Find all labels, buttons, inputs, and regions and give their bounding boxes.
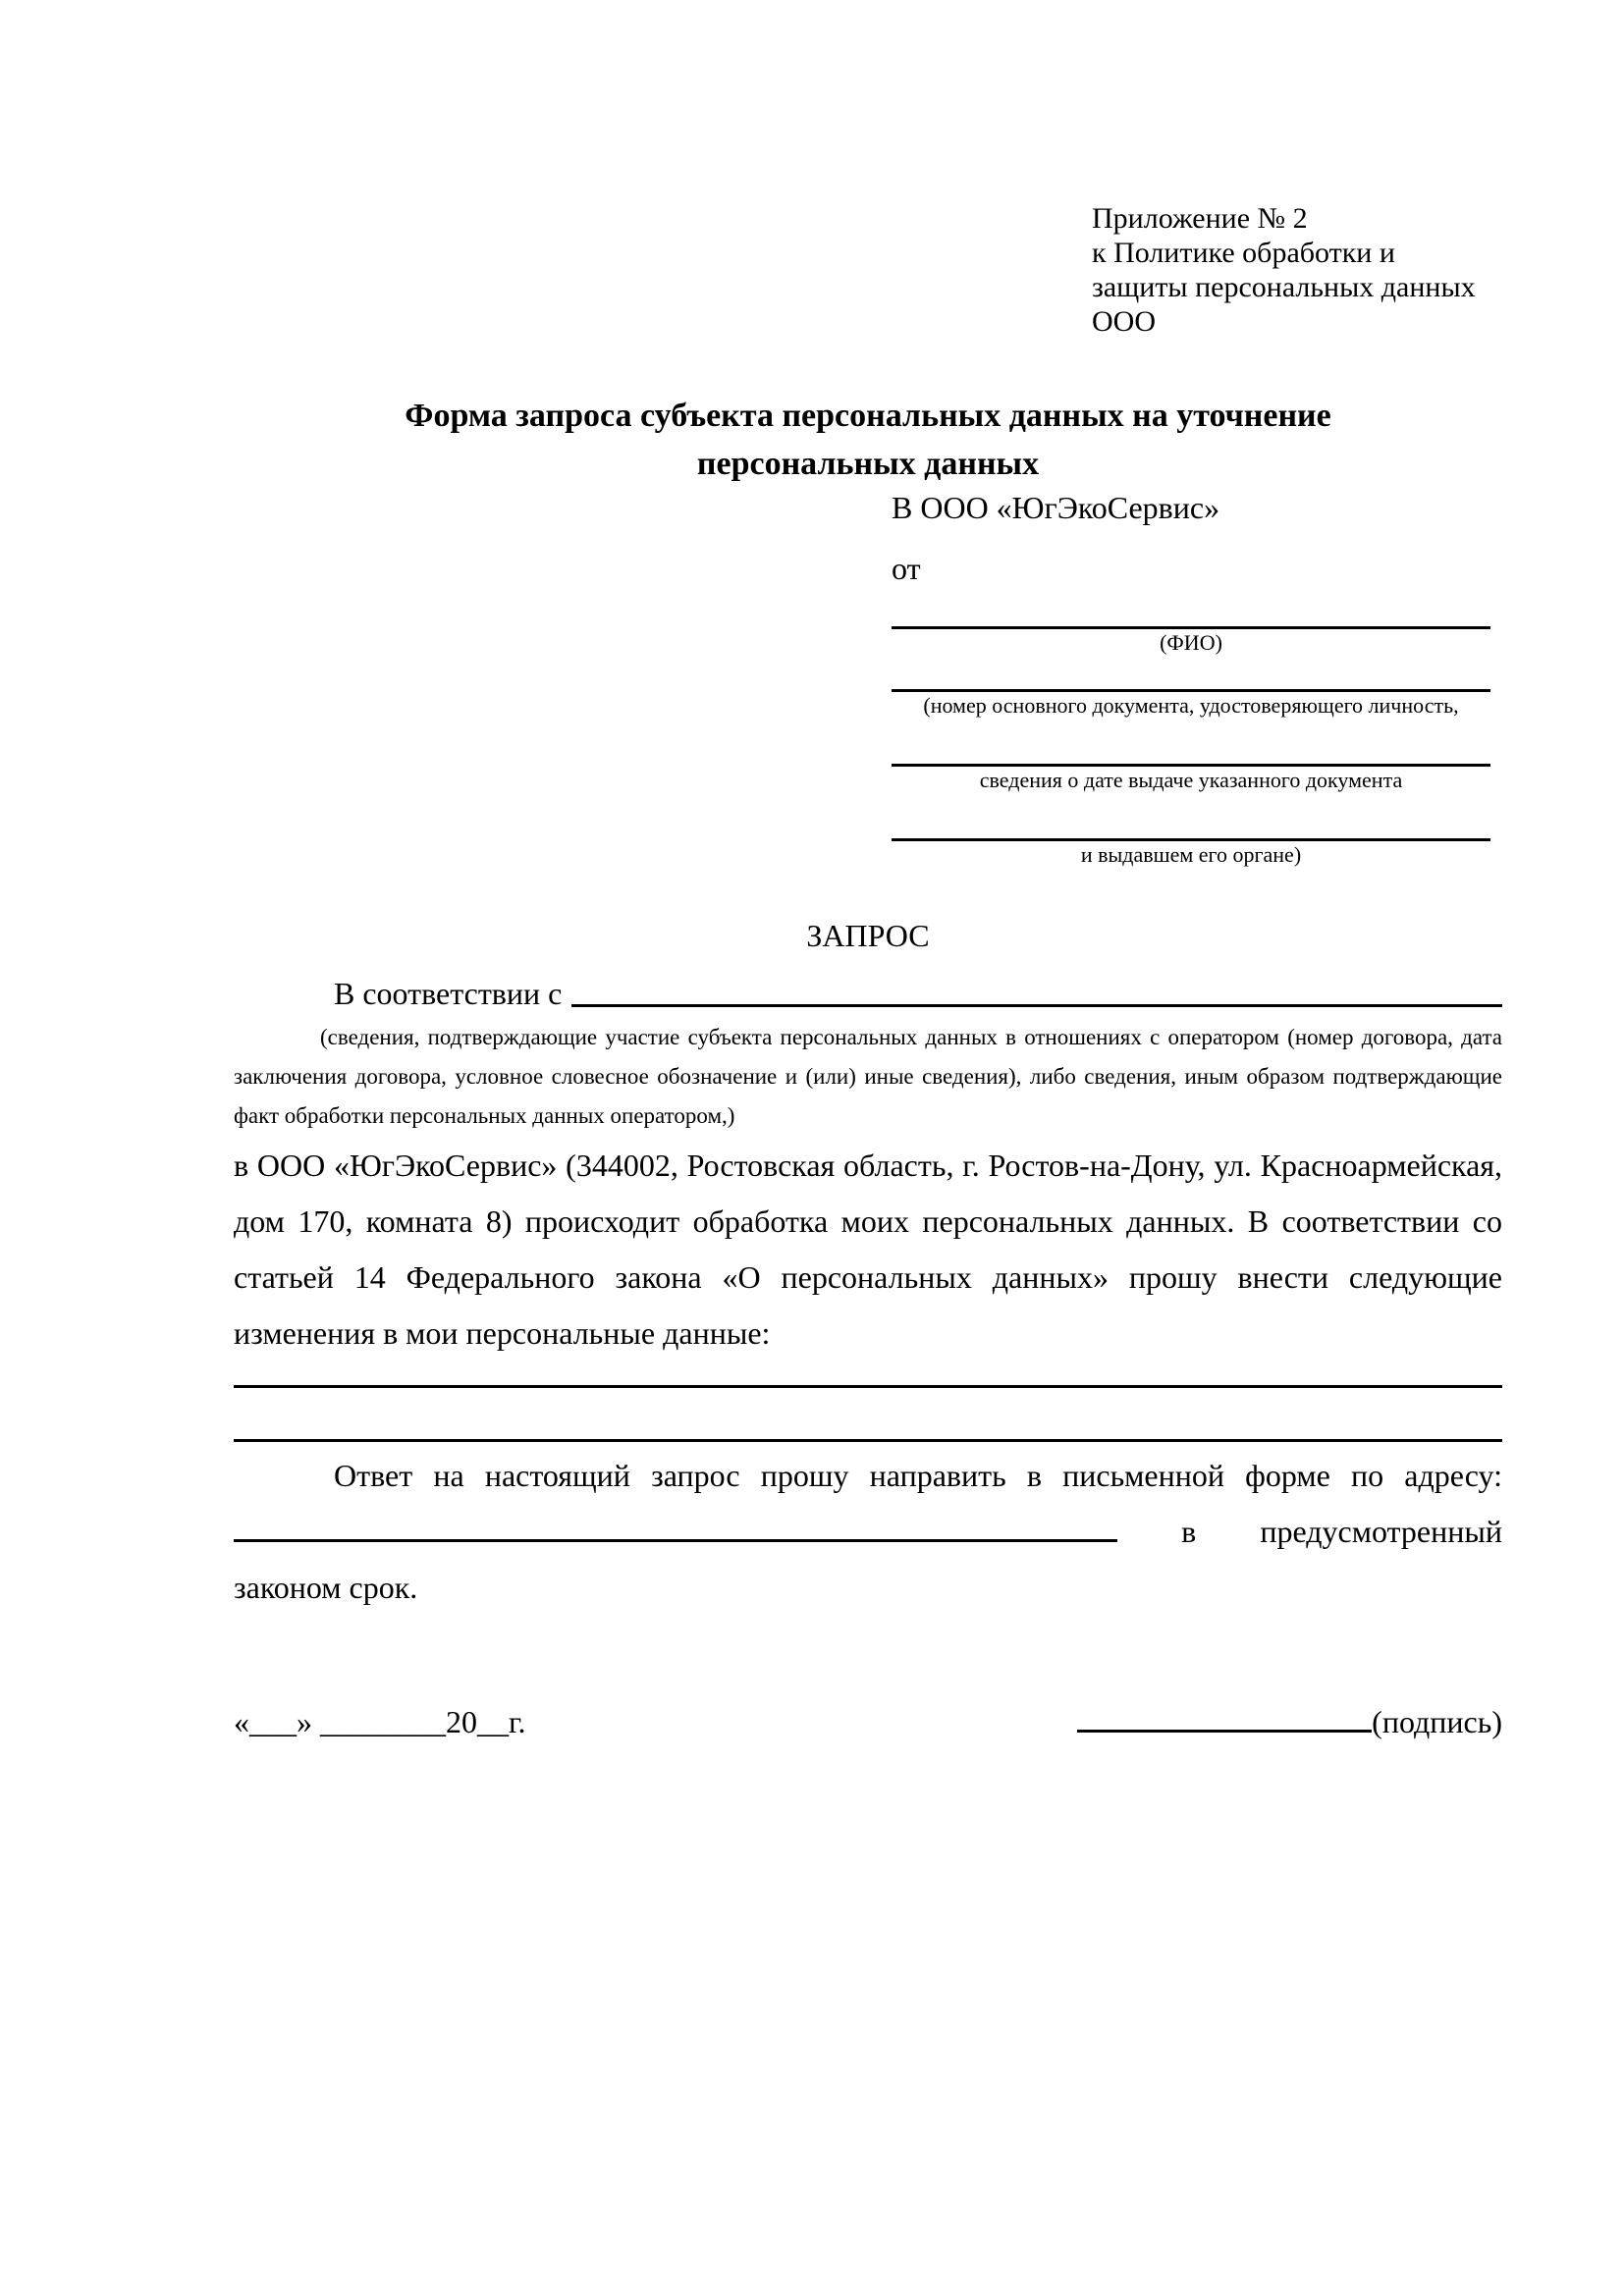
issue-date-caption: сведения о дате выдаче указанного документа: [979, 768, 1403, 792]
document-title-line: персональных данных: [696, 446, 1040, 482]
accordance-blank-line: [571, 973, 1502, 1007]
issuing-authority-caption: и выдавшем его органе): [1080, 842, 1302, 867]
document-title: [234, 392, 1502, 488]
fio-blank-line: [892, 597, 1490, 629]
issue-date-blank-line: [892, 728, 1490, 767]
changes-blank-line-2: [234, 1388, 1502, 1442]
accordance-row: [234, 973, 1502, 1014]
identity-document-field: [892, 666, 1490, 720]
address-blank-line: [234, 1506, 1117, 1542]
addressee-block: [892, 488, 1490, 869]
changes-blank-line-1: [234, 1362, 1502, 1388]
fio-caption: (ФИО): [1160, 630, 1222, 655]
fio-field: [892, 597, 1490, 657]
issue-date-field: [892, 728, 1490, 794]
appendix-header: [1092, 201, 1502, 339]
accordance-note: (сведения, подтверждающие участие субъекта персональных данных в отношениях с оператором (номер договора, дата заключения договора, условное словесное обозначение и (или) иные сведения), либо сведения, иным образом подтверждающие факт обработки персональных данных оператором,): [234, 1025, 1502, 1128]
issuing-authority-blank-line: [892, 803, 1490, 841]
signature-row: [234, 1700, 1502, 1742]
appendix-header-line: Приложение № 2: [1092, 202, 1308, 235]
answer-lead: Ответ на настоящий запрос прошу направить в письменной форме по адресу:: [334, 1458, 1502, 1493]
signature-area: [1077, 1700, 1502, 1742]
addressee-from-label: от: [892, 551, 921, 586]
answer-paragraph: [234, 1448, 1502, 1616]
appendix-header-line: защиты персональных данных: [1092, 271, 1476, 303]
identity-document-caption: (номер основного документа, удостоверяющего личность,: [923, 693, 1459, 718]
signature-blank-line: [1077, 1700, 1372, 1733]
appendix-header-line: к Политике обработки и: [1092, 237, 1395, 269]
issuing-authority-field: [892, 803, 1490, 869]
answer-tail: в предусмотренный законом срок.: [234, 1514, 1502, 1605]
document-title-line: Форма запроса субъекта персональных данных на уточнение: [405, 398, 1331, 434]
body-paragraph: в ООО «ЮгЭкоСервис» (344002, Ростовская область, г. Ростов-на-Дону, ул. Красноармейская, дом 170, комната 8) происходит обработка моих персональных данных. В соответствии со статьей 14 Федерального закона «О персональных данных» прошу внести следующие изменения в мои персональные данные:: [234, 1148, 1502, 1351]
identity-document-blank-line: [892, 666, 1490, 692]
signature-caption: (подпись): [1372, 1704, 1502, 1739]
appendix-header-line: ООО: [1092, 305, 1156, 338]
addressee-organization: В ООО «ЮгЭкоСервис»: [892, 490, 1220, 525]
date-blank-line: «___» ________20__г.: [234, 1704, 526, 1739]
accordance-lead: В соответствии с: [334, 976, 563, 1011]
request-heading: ЗАПРОС: [806, 918, 930, 953]
